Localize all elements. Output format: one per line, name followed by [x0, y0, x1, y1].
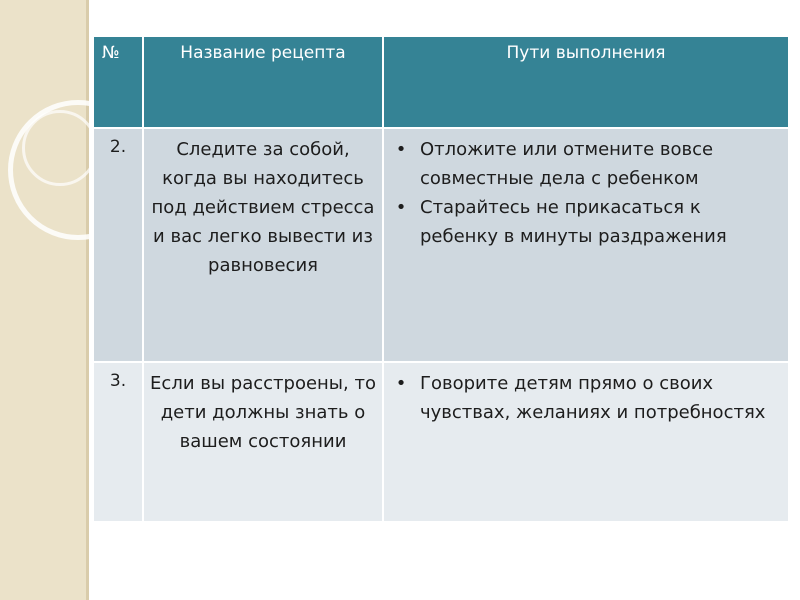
- table-row: [93, 128, 789, 362]
- header-ways-label: Пути выполнения: [506, 43, 666, 63]
- ways-list: [384, 363, 788, 427]
- table-header: [93, 36, 789, 128]
- ways-list-item: [395, 369, 784, 427]
- recipe-name-cell: [143, 128, 383, 362]
- header-number-label: №: [102, 43, 120, 63]
- recipes-table: [92, 35, 790, 523]
- decorative-side-band: [0, 0, 88, 600]
- ways-item-text: Отложите или отмените вовсе совместные дела с ребенком: [420, 139, 714, 189]
- header-number: [93, 36, 143, 128]
- row-number-cell: [93, 128, 143, 362]
- header-recipe-name: [143, 36, 383, 128]
- recipe-name: Если вы расстроены, то дети должны знать о вашем состоянии: [150, 373, 376, 452]
- ways-list-item: [395, 193, 784, 251]
- row-number: 2.: [109, 137, 127, 157]
- ways-item-text: Говорите детям прямо о своих чувствах, желаниях и потребностях: [420, 373, 766, 423]
- header-ways: [383, 36, 789, 128]
- bullet-icon: •: [395, 139, 407, 160]
- table-body: [93, 128, 789, 522]
- recipe-name-cell: [143, 362, 383, 522]
- table-header-row: [93, 36, 789, 128]
- ways-list: [384, 129, 788, 251]
- row-number-cell: [93, 362, 143, 522]
- side-band-edge: [86, 0, 89, 600]
- ways-item-text: Старайтесь не прикасаться к ребенку в минуты раздражения: [420, 197, 727, 247]
- table-row: [93, 362, 789, 522]
- bullet-icon: •: [395, 197, 407, 218]
- recipe-name: Следите за собой, когда вы находитесь под действием стресса и вас легко вывести из равновесия: [151, 139, 375, 276]
- header-recipe-name-label: Название рецепта: [180, 43, 346, 63]
- ways-cell: [383, 128, 789, 362]
- row-number: 3.: [109, 371, 127, 391]
- ways-list-item: [395, 135, 784, 193]
- decorative-ring-small: [22, 110, 98, 186]
- bullet-icon: •: [395, 373, 407, 394]
- ways-cell: [383, 362, 789, 522]
